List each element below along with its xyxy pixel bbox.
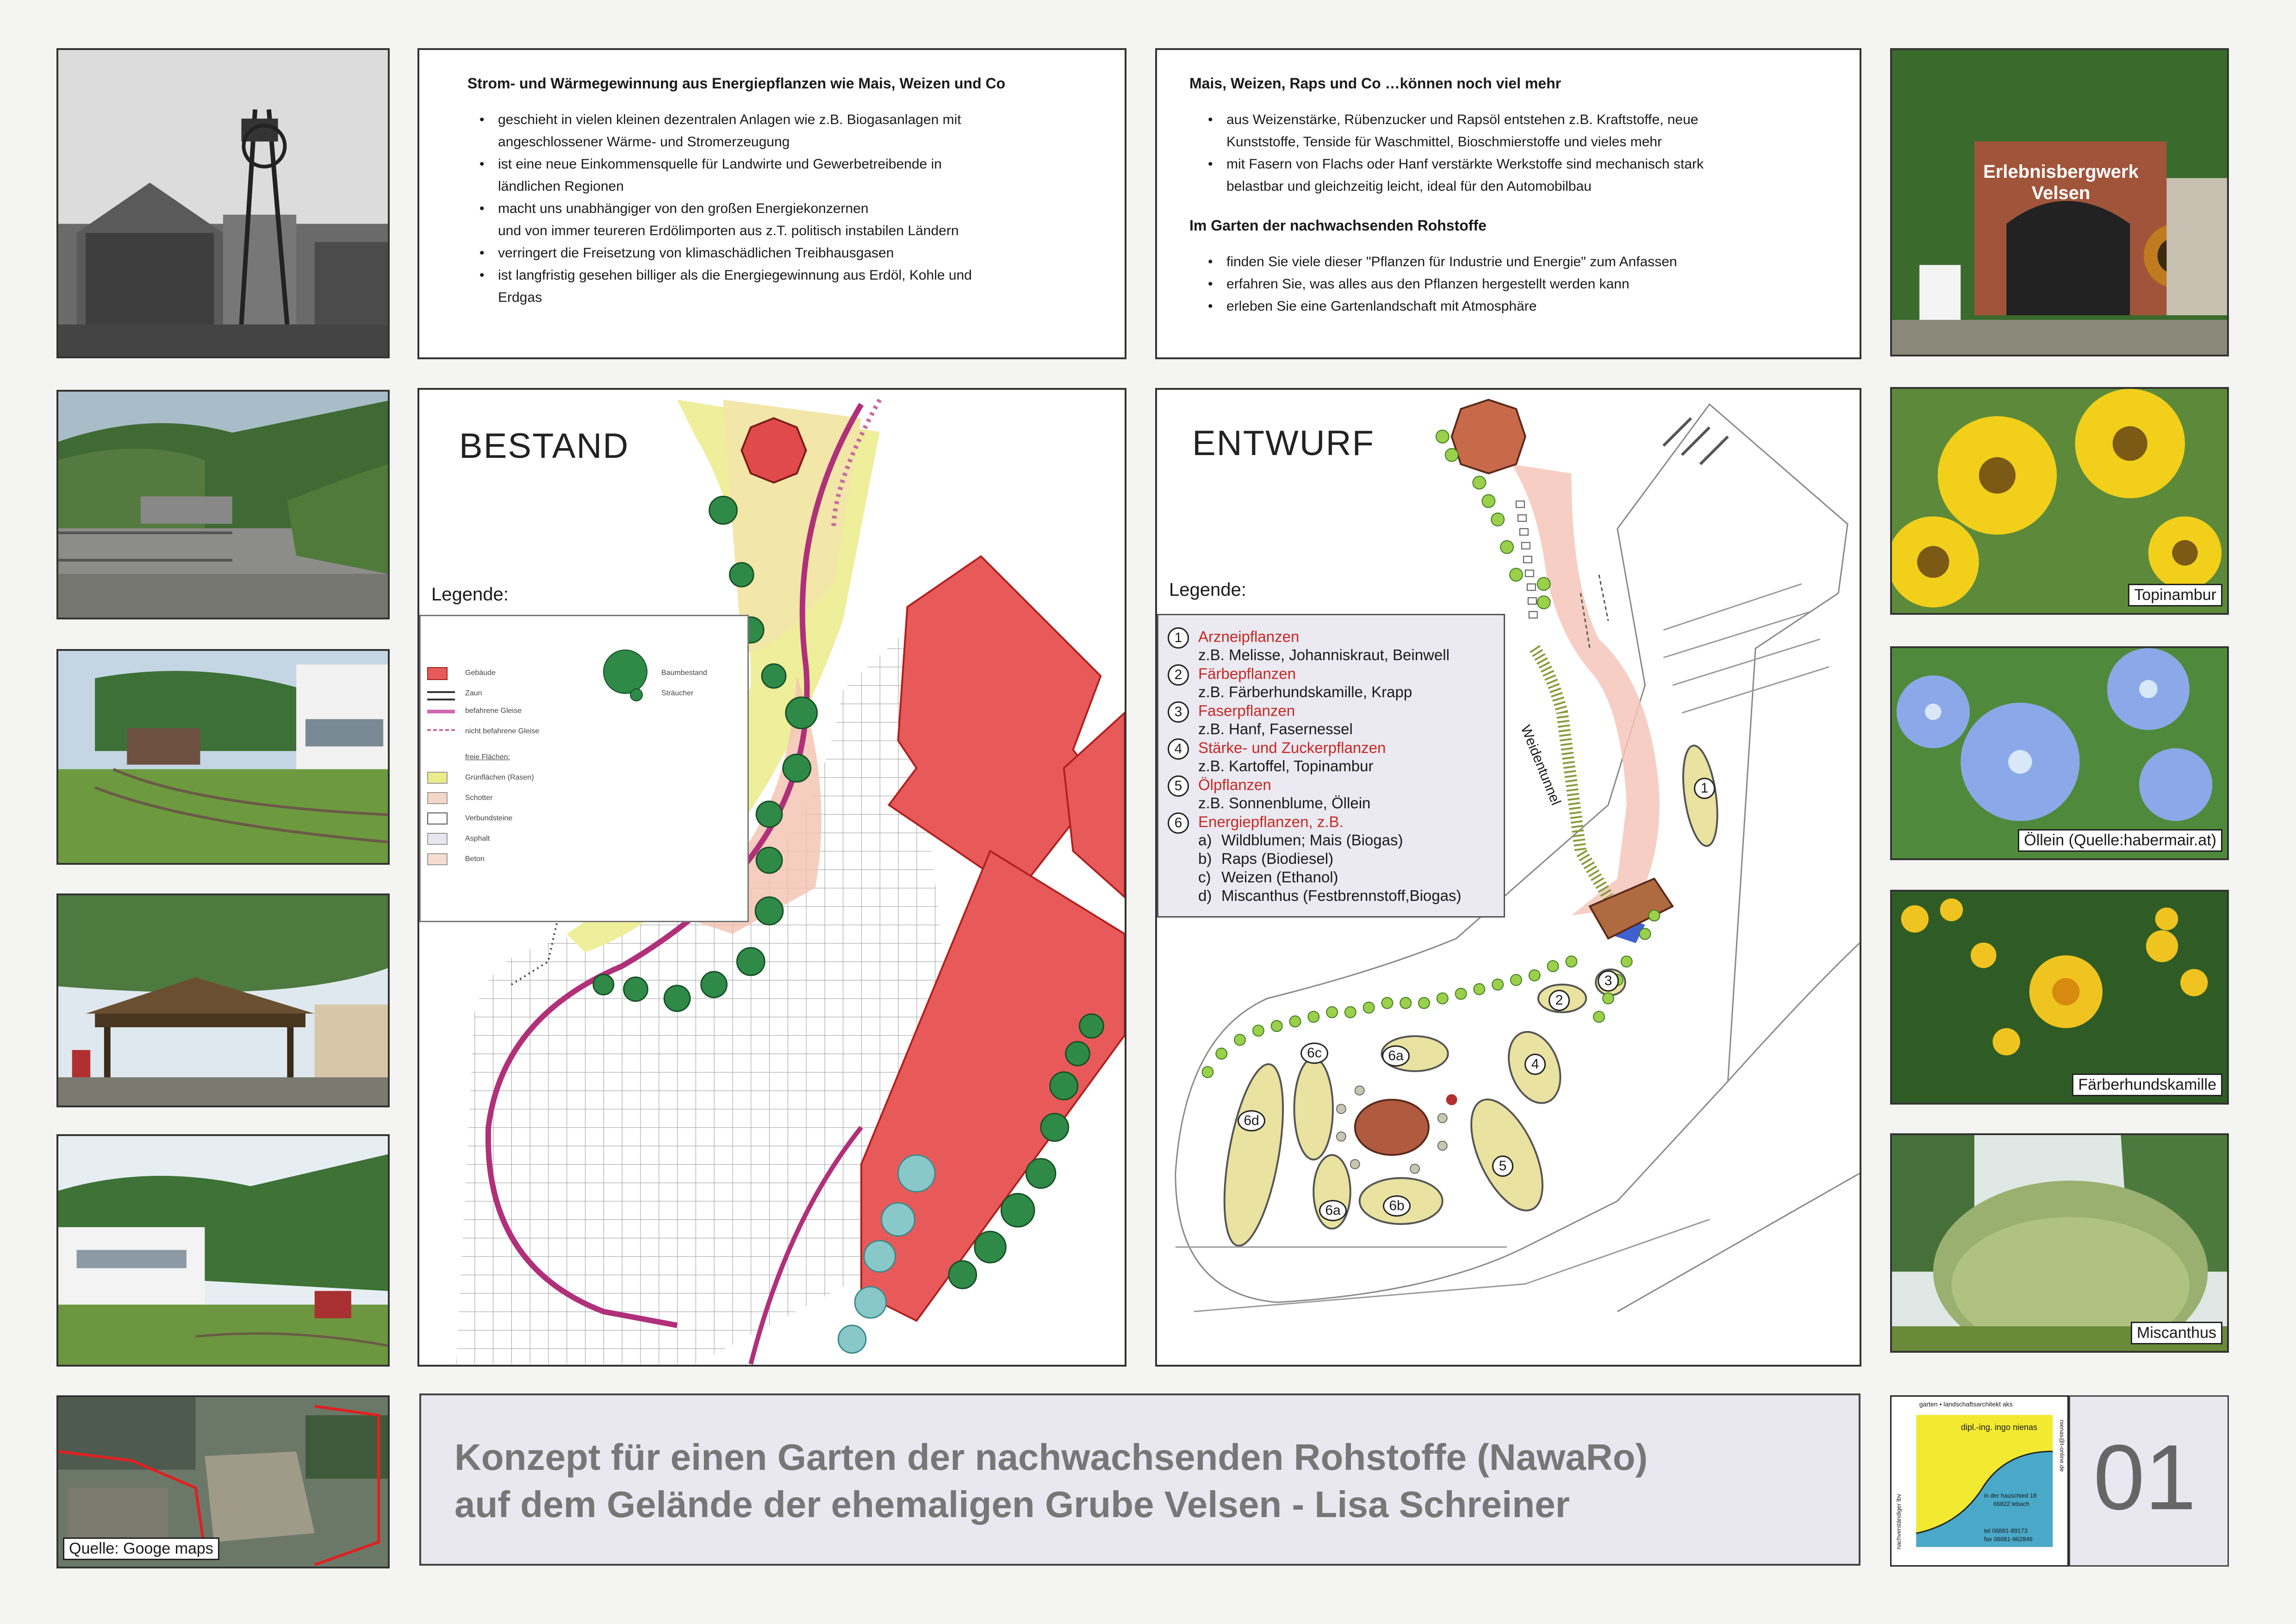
bed-marker: 2 bbox=[1549, 990, 1570, 1011]
energy-text-box bbox=[417, 48, 1126, 359]
logo-addr1: in der hauschied 18 bbox=[1984, 1492, 2037, 1499]
energy-heading: Strom- und Wärmegewinnung aus Energiepflanzen wie Mais, Weizen und Co bbox=[467, 75, 1006, 92]
legend-item-5: 5 Ölpflanzen bbox=[1168, 775, 1271, 797]
entwurf-title: ENTWURF bbox=[1192, 424, 1375, 463]
bed-marker: 6a bbox=[1382, 1045, 1410, 1067]
legend-schotter: Schotter bbox=[465, 794, 493, 802]
legend-sub-d: d) Miscanthus (Festbrennstoff,Biogas) bbox=[1198, 887, 1462, 904]
legend-item-6: 6 Energiepflanzen, z.B. bbox=[1168, 812, 1344, 834]
photo-pavilion bbox=[56, 893, 390, 1107]
logo-top: garten • landschaftsarchitekt aks bbox=[1919, 1400, 2013, 1408]
garden-item: • finden Sie viele dieser "Pflanzen für Industrie und Energie" zum Anfassen bbox=[1189, 251, 1827, 273]
title-line-2: auf dem Gelände der ehemaligen Grube Velsen - Lisa Schreiner bbox=[454, 1484, 1570, 1525]
legend-swatch-gebaeude bbox=[427, 667, 448, 680]
legend-baumbestand: Baumbestand bbox=[661, 669, 707, 677]
legend-item-1: 1 Arzneipflanzen bbox=[1168, 627, 1299, 649]
uses-text-box bbox=[1155, 48, 1861, 359]
bestand-legend bbox=[419, 615, 749, 922]
headframe-image bbox=[58, 50, 388, 356]
energy-item: • geschieht in vielen kleinen dezentralen Anlagen wie z.B. Biogasanlagen mit angeschlossener Wärme- und Stromerzeugung bbox=[461, 109, 1083, 153]
logo-graphic bbox=[1892, 1397, 2067, 1565]
title-box bbox=[419, 1393, 1860, 1566]
legend-verbund: Verbundsteine bbox=[465, 814, 513, 822]
bestand-title: BESTAND bbox=[459, 426, 629, 466]
legend-straeucher: Sträucher bbox=[661, 689, 694, 697]
legend-swatch-baumbestand bbox=[603, 650, 647, 694]
legend-item-2-detail: z.B. Färberhundskamille, Krapp bbox=[1198, 683, 1412, 700]
faerberhundskamille-image bbox=[1892, 892, 2227, 1103]
legend-sub-a: a) Wildblumen; Mais (Biogas) bbox=[1198, 831, 1403, 849]
bed-marker: 3 bbox=[1598, 970, 1619, 992]
photo-oellein bbox=[1890, 646, 2229, 860]
entwurf-plan bbox=[1155, 388, 1861, 1367]
legend-swatch-straeucher bbox=[630, 688, 643, 701]
legend-swatch-schotter bbox=[427, 792, 448, 804]
legend-swatch-asphalt bbox=[427, 833, 448, 845]
photo-miscanthus bbox=[1890, 1133, 2229, 1353]
legend-swatch-gruen bbox=[427, 772, 448, 784]
photo-topinambur bbox=[1890, 387, 2229, 615]
energy-item: • macht uns unabhängiger von den großen Energiekonzernen und von immer teureren Erdölimporten aus z.T. politisch instabilen Ländern bbox=[461, 198, 1083, 242]
logo-mail: nienas@t-online.de bbox=[2059, 1420, 2066, 1472]
garden-list bbox=[1189, 251, 1827, 318]
energy-item: • verringert die Freisetzung von klimaschädlichen Treibhausgasen bbox=[461, 242, 1083, 264]
logo-side: nachverständiger lbv bbox=[1895, 1494, 1902, 1549]
legend-gebaeude: Gebäude bbox=[465, 669, 496, 677]
legend-item-4: 4 Stärke- und Zuckerpflanzen bbox=[1168, 738, 1386, 760]
rails-building-image bbox=[58, 651, 388, 863]
photo-mine-entrance bbox=[1890, 48, 2229, 356]
legend-item-2: 2 Färbepflanzen bbox=[1168, 664, 1296, 686]
bed-marker: 6d bbox=[1238, 1110, 1265, 1131]
photo-faerberhundskamille bbox=[1890, 890, 2229, 1105]
mine-sign: Erlebnisbergwerk Velsen bbox=[1983, 162, 2139, 203]
uses-list bbox=[1189, 109, 1827, 198]
uses-item: • aus Weizenstärke, Rübenzucker und Rapsöl entstehen z.B. Kraftstoffe, neue Kunststoffe, Tenside für Waschmittel, Bioschmierstoffe und vieles mehr bbox=[1189, 109, 1827, 153]
legend-nicht-befahrene: nicht befahrene Gleise bbox=[465, 727, 540, 735]
legend-zaun: Zaun bbox=[465, 689, 482, 697]
bed-marker: 6a bbox=[1319, 1200, 1347, 1221]
logo-fax: fax 06881-962846 bbox=[1984, 1536, 2033, 1543]
photo-white-building bbox=[56, 1134, 390, 1367]
photo-parking bbox=[56, 390, 390, 619]
garden-item: • erfahren Sie, was alles aus den Pflanzen hergestellt werden kann bbox=[1189, 273, 1827, 295]
white-building-image bbox=[58, 1136, 388, 1365]
weidentunnel-label: Weidentunnel bbox=[1518, 723, 1564, 807]
oellein-caption: Öllein (Quelle:habermair.at) bbox=[2018, 829, 2222, 852]
logo-name: dipl.-ing. ingo nienas bbox=[1961, 1423, 2038, 1432]
page-number: 01 bbox=[2093, 1426, 2196, 1529]
bed-marker: 1 bbox=[1694, 778, 1715, 799]
photo-headframe bbox=[56, 48, 390, 358]
uses-item: • mit Fasern von Flachs oder Hanf verstärkte Werkstoffe sind mechanisch stark belastbar und gleichzeitig leicht, ideal für den Automobilbau bbox=[1189, 153, 1827, 198]
garden-heading: Im Garten der nachwachsenden Rohstoffe bbox=[1189, 217, 1487, 234]
legend-swatch-beton bbox=[427, 853, 448, 865]
entwurf-legend-label: Legende: bbox=[1169, 580, 1246, 600]
miscanthus-caption: Miscanthus bbox=[2131, 1322, 2222, 1344]
aerial-caption: Quelle: Googe maps bbox=[63, 1537, 219, 1560]
legend-swatch-verbund bbox=[427, 812, 448, 824]
page-number-box bbox=[2069, 1395, 2229, 1567]
uses-heading: Mais, Weizen, Raps und Co …können noch viel mehr bbox=[1189, 75, 1562, 92]
miscanthus-image bbox=[1892, 1135, 2227, 1351]
legend-asphalt: Asphalt bbox=[465, 835, 490, 843]
legend-item-3: 3 Faserpflanzen bbox=[1168, 701, 1295, 723]
photo-aerial bbox=[56, 1395, 390, 1568]
topinambur-image bbox=[1892, 389, 2227, 613]
faerberhundskamille-caption: Färberhundskamille bbox=[2072, 1074, 2222, 1096]
pavilion-image bbox=[58, 895, 388, 1106]
legend-item-1-detail: z.B. Melisse, Johanniskraut, Beinwell bbox=[1198, 646, 1450, 663]
parking-image bbox=[58, 392, 388, 618]
legend-sub-c: c) Weizen (Ethanol) bbox=[1198, 868, 1338, 886]
garden-item: • erleben Sie eine Gartenlandschaft mit Atmosphäre bbox=[1189, 295, 1827, 318]
legend-beton: Beton bbox=[465, 855, 485, 863]
topinambur-caption: Topinambur bbox=[2128, 584, 2222, 606]
logo-addr2: 66822 lebach bbox=[1993, 1500, 2030, 1507]
legend-swatch-befahrene bbox=[427, 710, 455, 713]
bestand-legend-label: Legende: bbox=[431, 584, 509, 605]
bestand-plan bbox=[417, 388, 1126, 1367]
photo-rails-building bbox=[56, 649, 390, 865]
bed-marker: 6c bbox=[1300, 1043, 1328, 1064]
office-logo bbox=[1890, 1395, 2069, 1567]
legend-swatch-nicht-befahrene bbox=[427, 729, 455, 734]
legend-item-3-detail: z.B. Hanf, Fasernessel bbox=[1198, 720, 1353, 737]
logo-tel: tel 06881-89173 bbox=[1984, 1527, 2028, 1534]
energy-list bbox=[461, 109, 1083, 309]
legend-item-4-detail: z.B. Kartoffel, Topinambur bbox=[1198, 757, 1374, 775]
title-line-1: Konzept für einen Garten der nachwachsenden Rohstoffe (NawaRo) bbox=[454, 1437, 1648, 1478]
entwurf-legend bbox=[1157, 614, 1505, 918]
legend-swatch-zaun bbox=[427, 691, 455, 700]
bed-marker: 5 bbox=[1492, 1156, 1513, 1177]
oellein-image bbox=[1892, 648, 2227, 858]
bed-marker: 6b bbox=[1383, 1195, 1411, 1217]
energy-item: • ist eine neue Einkommensquelle für Landwirte und Gewerbetreibende in ländlichen Regionen bbox=[461, 153, 1083, 198]
legend-befahrene: befahrene Gleise bbox=[465, 707, 522, 715]
bed-marker: 4 bbox=[1524, 1054, 1546, 1075]
energy-item: • ist langfristig gesehen billiger als die Energiegewinnung aus Erdöl, Kohle und Erdgas bbox=[461, 264, 1083, 309]
legend-gruen: Grünflächen (Rasen) bbox=[465, 774, 534, 781]
legend-freie: freie Flächen: bbox=[465, 753, 510, 761]
legend-sub-b: b) Raps (Biodiesel) bbox=[1198, 850, 1334, 867]
legend-item-5-detail: z.B. Sonnenblume, Öllein bbox=[1198, 794, 1371, 812]
